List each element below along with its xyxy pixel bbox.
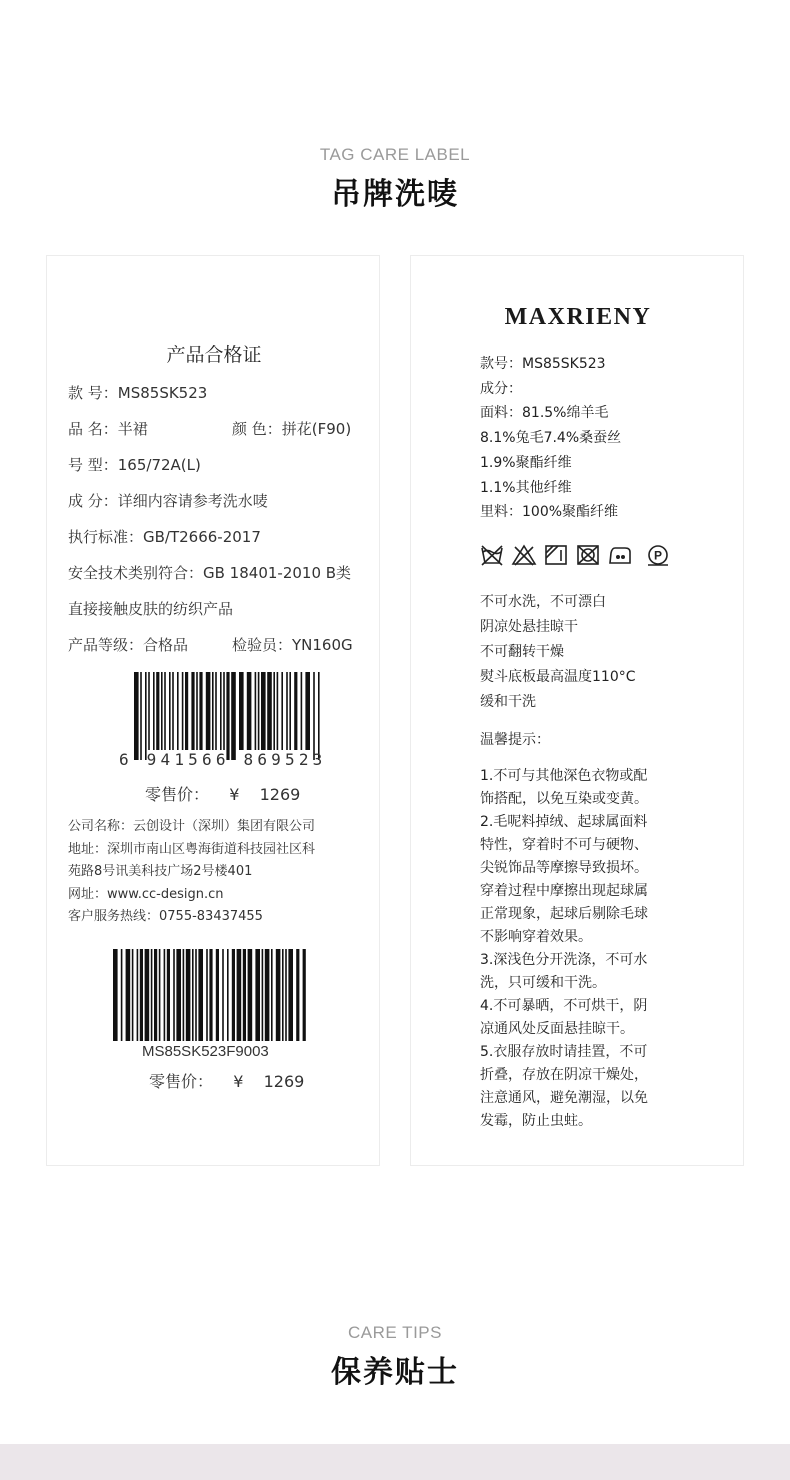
barcode-bar <box>265 949 270 1041</box>
section-title-zh-2: 保养贴士 <box>331 1355 459 1390</box>
barcode-bar <box>209 949 212 1041</box>
barcode-bar <box>186 949 191 1041</box>
barcode-bar <box>261 672 266 750</box>
barcode-bar <box>281 672 283 750</box>
barcode-digits: 6 941566 869523 <box>119 750 327 769</box>
barcode-bars-2 <box>113 949 307 1041</box>
barcode-bar <box>305 672 310 750</box>
barcode-bar <box>148 672 150 750</box>
bottom-band <box>0 1444 790 1480</box>
barcode-bar <box>243 949 246 1041</box>
barcode-bar <box>267 672 272 750</box>
barcode-bar <box>277 672 279 750</box>
care-text-1: 不可水洗，不可漂白 <box>480 594 606 610</box>
barcode-bar <box>183 949 185 1041</box>
barcode-bar <box>220 672 222 750</box>
company-info <box>68 816 315 929</box>
certificate-title: 产品合格证 <box>166 344 262 366</box>
tip-line: 凉通风处反面悬挂晾干。 <box>480 1021 634 1037</box>
section-title-en-2: CARE TIPS <box>348 1323 442 1342</box>
barcode-bar <box>258 672 260 750</box>
barcode-bar <box>282 949 284 1041</box>
care-text-2: 阴凉处悬挂晾干 <box>480 619 578 635</box>
address-line-2: 苑路8号讯美科技广场2号楼401 <box>68 864 253 879</box>
barcode-bar <box>185 672 188 750</box>
care-text-5: 缓和干洗 <box>480 694 536 710</box>
tip-line: 穿着过程中摩擦出现起球属 <box>480 883 648 899</box>
barcode-bar <box>113 949 118 1041</box>
yuan-icon-2: ¥ <box>233 1072 244 1091</box>
composition-row: 成 分：详细内容请参考洗水唛 <box>68 492 268 510</box>
barcode-bar <box>156 672 159 750</box>
tip-line: 4.不可暴晒，不可烘干，阴 <box>480 998 648 1014</box>
barcode-bar <box>182 672 184 750</box>
sku-barcode-text: MS85SK523F9003 <box>142 1043 269 1060</box>
price-label: 零售价： <box>145 785 210 804</box>
care-text-3: 不可翻转干燥 <box>480 644 564 660</box>
tip-line: 3.深浅色分开洗涤，不可水 <box>480 952 648 968</box>
inspector: 检验员：YN160G <box>232 636 353 654</box>
size-row: 号 型：165/72A(L) <box>68 456 201 474</box>
barcode-bar <box>134 672 139 760</box>
yuan-icon: ¥ <box>229 785 240 804</box>
product-certificate-tag <box>46 255 380 1166</box>
barcode-bar <box>262 949 264 1041</box>
section-title-en: TAG CARE LABEL <box>319 145 471 164</box>
barcode-bar <box>303 949 306 1041</box>
barcode-bar <box>226 672 229 760</box>
company-name: 公司名称：云创设计（深圳）集团有限公司 <box>68 819 316 834</box>
barcode-bar <box>140 672 142 760</box>
barcode-bar <box>227 949 229 1041</box>
tip-line: 1.不可与其他深色衣物或配 <box>480 768 648 784</box>
section-title-zh: 吊牌洗唛 <box>331 177 459 212</box>
barcode-bar <box>232 949 235 1041</box>
tip-line: 尖锐饰品等摩擦导致损坏。 <box>480 860 648 876</box>
tip-line: 正常现象，起球后剔除毛球 <box>480 906 648 922</box>
care-symbols-svg <box>480 543 676 567</box>
tip-line: 洗，只可缓和干洗。 <box>480 975 606 991</box>
barcode-bar <box>231 672 236 760</box>
grade-row <box>68 634 353 655</box>
barcode-bar <box>206 949 208 1041</box>
composition-label: 成分： <box>480 381 522 397</box>
barcode-bar <box>273 672 275 750</box>
barcode-bar <box>216 949 219 1041</box>
tip-line: 发霉，防止虫蛀。 <box>480 1113 592 1129</box>
fabric-line-2: 8.1%兔毛7.4%桑蚕丝 <box>480 430 622 446</box>
barcode-bar <box>296 949 299 1041</box>
barcode-bar <box>285 949 287 1041</box>
barcode-bar <box>271 949 273 1041</box>
tip-line: 饰搭配，以免互染或变黄。 <box>480 791 648 807</box>
barcode-bar <box>164 672 166 750</box>
barcode-bar <box>222 949 224 1041</box>
no-bleach-icon <box>513 546 535 565</box>
brand-logo: MAXRIENY <box>504 304 652 330</box>
barcode-bar <box>206 672 211 750</box>
barcode-bar <box>137 949 139 1041</box>
wash-care-label <box>410 255 744 1166</box>
color-field: 颜 色：拼花(F90) <box>232 420 352 438</box>
tip-line: 注意通风，避免潮湿，以免 <box>480 1090 648 1106</box>
barcode-bar <box>276 949 281 1041</box>
barcode-bar <box>121 949 123 1041</box>
barcode-bar <box>255 949 260 1041</box>
iron-medium-icon <box>610 548 630 563</box>
barcode-bar <box>145 949 150 1041</box>
barcode-bar <box>154 949 157 1041</box>
barcode-bar <box>286 672 288 750</box>
barcode-bar <box>172 672 174 750</box>
barcode-bar <box>301 672 303 750</box>
product-name-row <box>68 418 352 439</box>
no-wash-icon <box>482 546 502 565</box>
barcode-bar <box>195 949 197 1041</box>
barcode-bar <box>169 672 171 750</box>
barcode-bar <box>255 672 257 750</box>
barcode-bar <box>289 672 291 750</box>
barcode-bar <box>140 949 143 1041</box>
website: 网址：www.cc-design.cn <box>68 886 224 902</box>
barcode-bar <box>247 672 252 750</box>
barcode-bar <box>198 949 203 1041</box>
barcode-bar <box>191 672 194 750</box>
barcode-bar <box>196 672 198 750</box>
grade: 产品等级：合格品 <box>68 636 189 654</box>
barcode-bar <box>199 672 202 750</box>
tip-line: 折叠，存放在阴凉干燥处， <box>480 1067 648 1083</box>
tip-line: 特性，穿着时不可与硬物、 <box>480 837 648 853</box>
barcode-bar <box>161 672 163 750</box>
retail-price <box>145 782 300 805</box>
barcode-bar <box>237 949 242 1041</box>
barcode-bar <box>177 672 179 750</box>
product-name: 品 名：半裙 <box>68 420 148 438</box>
barcode-bar <box>153 672 155 750</box>
line-dry-shade-icon <box>546 546 566 564</box>
tip-line: 不影响穿着效果。 <box>480 929 592 945</box>
price-value-2: 1269 <box>263 1072 305 1091</box>
barcode-bar <box>239 672 244 750</box>
barcode-bar <box>151 949 153 1041</box>
barcode-bar <box>132 949 134 1041</box>
barcode-bar <box>288 949 293 1041</box>
style-number: 款号：MS85SK523 <box>480 356 606 372</box>
skin-contact-row: 直接接触皮肤的纺织产品 <box>68 600 234 618</box>
tips-title: 温馨提示： <box>480 732 550 748</box>
barcode-bar <box>126 949 131 1041</box>
address-line-1: 地址：深圳市南山区粤海街道科技园社区科 <box>68 841 316 857</box>
standard-row: 执行标准：GB/T2666-2017 <box>68 528 261 546</box>
barcode-bar <box>294 672 297 750</box>
barcode-bar <box>248 949 253 1041</box>
price-value: 1269 <box>259 785 301 804</box>
tip-line: 2.毛呢料掉绒、起球属面料 <box>480 814 648 830</box>
barcode-bar <box>223 672 225 750</box>
barcode-bar <box>164 949 166 1041</box>
section-header-tag-care-label <box>0 145 790 213</box>
svg-text:P: P <box>653 548 663 563</box>
barcode-bar <box>215 672 217 750</box>
barcode-bar <box>173 949 175 1041</box>
care-text-4: 熨斗底板最高温度110°C <box>480 669 636 685</box>
barcode-bar <box>167 949 170 1041</box>
fabric-line-3: 1.9%聚酯纤维 <box>480 455 572 471</box>
price-label-2: 零售价： <box>149 1072 214 1091</box>
section-header-care-tips <box>0 1323 790 1391</box>
care-symbols <box>480 543 676 571</box>
barcode-bar <box>176 949 181 1041</box>
lining-line: 里料：100%聚酯纤维 <box>480 504 619 520</box>
barcode-bar <box>318 672 320 760</box>
barcode-bar <box>212 672 214 750</box>
retail-price-2 <box>149 1069 304 1092</box>
hotline: 客户服务热线：0755-83437455 <box>68 909 263 924</box>
no-tumble-dry-icon <box>578 546 598 564</box>
barcode-bar <box>159 949 161 1041</box>
style-number-row: 款 号：MS85SK523 <box>68 384 208 402</box>
sku-barcode <box>113 949 307 1041</box>
dry-clean-p-icon <box>648 546 668 565</box>
safety-class-row: 安全技术类别符合：GB 18401-2010 B类 <box>68 564 352 582</box>
barcode-bar <box>313 672 315 760</box>
tip-line: 5.衣服存放时请挂置，不可 <box>480 1044 648 1060</box>
fabric-line-4: 1.1%其他纤维 <box>480 480 572 496</box>
barcode-bar <box>145 672 147 760</box>
fabric-line: 面料：81.5%绵羊毛 <box>480 405 609 421</box>
barcode-bar <box>192 949 194 1041</box>
